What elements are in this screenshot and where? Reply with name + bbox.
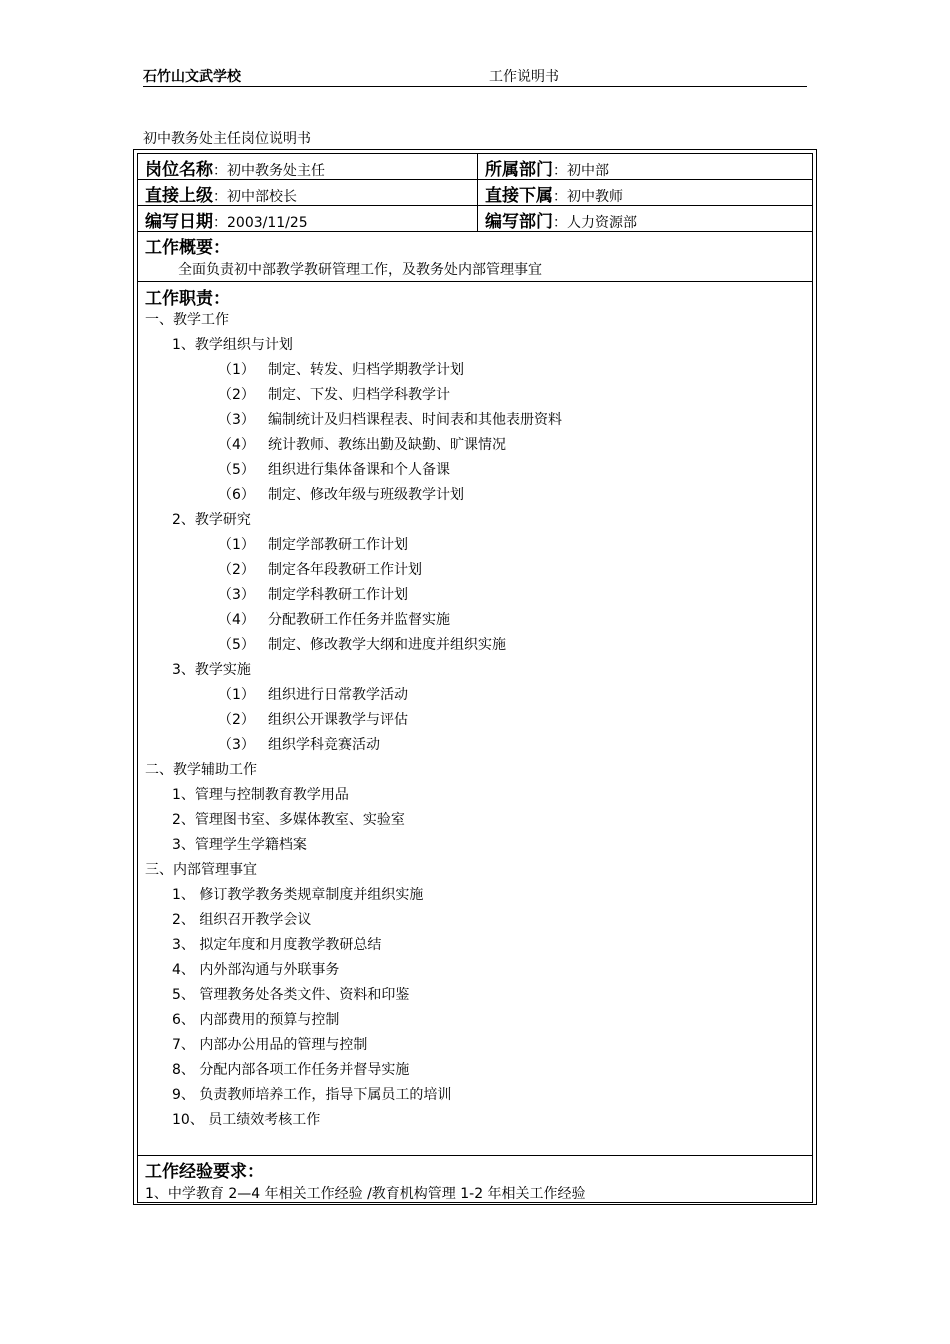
duty-text: 5、 管理教务处各类文件、资料和印鉴 (172, 987, 410, 1003)
duty-line (218, 459, 450, 479)
duty-line (172, 1034, 367, 1054)
duty-number: （6） (218, 487, 255, 503)
duty-text: 组织公开课教学与评估 (268, 712, 408, 728)
subordinate-value: 初中教师 (567, 189, 623, 205)
author-dept-value: 人力资源部 (567, 215, 637, 231)
row-divider (137, 281, 813, 282)
experience-text: 1、中学教育 2—4 年相关工作经验 /教育机构管理 1-2 年相关工作经验 (145, 1186, 586, 1202)
duty-line (218, 534, 408, 554)
document-type: 工作说明书 (489, 69, 559, 85)
row-divider (137, 1155, 813, 1156)
duty-number: （2） (218, 712, 255, 728)
department-value: 初中部 (567, 163, 609, 179)
duty-number: （2） (218, 387, 255, 403)
duty-line (172, 884, 423, 904)
duty-text: 制定学部教研工作计划 (268, 537, 408, 553)
duties-title: 工作职责： (145, 289, 230, 309)
duty-text: 组织学科竞赛活动 (268, 737, 380, 753)
experience-title: 工作经验要求： (145, 1162, 264, 1182)
duty-text: 2、教学研究 (172, 512, 251, 528)
duty-number: （1） (218, 362, 255, 378)
duty-text: 4、 内外部沟通与外联事务 (172, 962, 340, 978)
duty-text: 制定、下发、归档学科教学计 (268, 387, 450, 403)
duty-line (145, 859, 257, 879)
duty-number: （3） (218, 412, 255, 428)
duty-text: 一、教学工作 (145, 312, 229, 328)
duty-number: （4） (218, 437, 255, 453)
duty-text: 制定、修改年级与班级教学计划 (268, 487, 464, 503)
duty-text: 制定各年段教研工作计划 (268, 562, 422, 578)
duty-text: 分配教研工作任务并监督实施 (268, 612, 450, 628)
duty-text: 三、内部管理事宜 (145, 862, 257, 878)
summary-title: 工作概要： (145, 238, 230, 258)
duty-line (172, 1109, 320, 1129)
duty-line (218, 609, 450, 629)
duty-line (172, 984, 409, 1004)
department-label: 所属部门 (485, 160, 553, 180)
column-divider (477, 153, 478, 231)
subordinate-cell: 直接下属：初中教师 (485, 186, 623, 206)
duty-text: 2、 组织召开教学会议 (172, 912, 312, 928)
duty-line (218, 634, 506, 654)
author-dept-label: 编写部门 (485, 212, 553, 232)
duty-line (218, 484, 464, 504)
duty-line (172, 809, 405, 829)
duty-number: （5） (218, 637, 255, 653)
duty-line (172, 1009, 339, 1029)
duty-number: （1） (218, 687, 255, 703)
post-name-value: 初中教务处主任 (227, 163, 325, 179)
subordinate-label: 直接下属 (485, 186, 553, 206)
duty-text: 3、管理学生学籍档案 (172, 837, 307, 853)
duty-text: 二、教学辅助工作 (145, 762, 257, 778)
duty-text: 编制统计及归档课程表、时间表和其他表册资料 (268, 412, 562, 428)
duty-line (145, 309, 229, 329)
duty-text: 8、 分配内部各项工作任务并督导实施 (172, 1062, 410, 1078)
duty-line (145, 759, 257, 779)
duty-line (218, 584, 408, 604)
duty-line (218, 409, 562, 429)
school-name: 石竹山文武学校 (143, 69, 241, 85)
duty-line (172, 834, 307, 854)
duty-line (172, 909, 311, 929)
duty-text: 2、管理图书室、多媒体教室、实验室 (172, 812, 405, 828)
duty-line (218, 559, 422, 579)
duty-text: 制定学科教研工作计划 (268, 587, 408, 603)
page-header (143, 64, 807, 87)
superior-cell: 直接上级：初中部校长 (145, 186, 297, 206)
duty-line (172, 509, 251, 529)
duty-text: 3、教学实施 (172, 662, 251, 678)
duty-line (172, 959, 339, 979)
duty-text: 组织进行集体备课和个人备课 (268, 462, 450, 478)
duty-number: （2） (218, 562, 255, 578)
duty-text: 9、 负责教师培养工作，指导下属员工的培训 (172, 1087, 452, 1103)
duty-number: （3） (218, 587, 255, 603)
duty-text: 3、 拟定年度和月度教学教研总结 (172, 937, 382, 953)
duty-line (172, 934, 381, 954)
post-name-cell: 岗位名称：初中教务处主任 (145, 160, 325, 180)
duty-text: 统计教师、教练出勤及缺勤、旷课情况 (268, 437, 506, 453)
duty-line (172, 1059, 409, 1079)
duty-text: 6、 内部费用的预算与控制 (172, 1012, 340, 1028)
duty-line (218, 709, 408, 729)
author-dept-cell: 编写部门：人力资源部 (485, 212, 637, 232)
duty-line (218, 684, 408, 704)
duty-text: 10、 员工绩效考核工作 (172, 1112, 321, 1128)
duty-text: 1、管理与控制教育教学用品 (172, 787, 349, 803)
duty-line (218, 734, 380, 754)
duty-text: 制定、修改教学大纲和进度并组织实施 (268, 637, 506, 653)
duty-text: 组织进行日常教学活动 (268, 687, 408, 703)
duty-text: 7、 内部办公用品的管理与控制 (172, 1037, 368, 1053)
document-title: 初中教务处主任岗位说明书 (143, 131, 311, 147)
duty-line (172, 1084, 451, 1104)
duty-line (218, 434, 506, 454)
duty-line (218, 384, 450, 404)
duty-line (172, 334, 293, 354)
duty-number: （3） (218, 737, 255, 753)
duty-number: （5） (218, 462, 255, 478)
duty-text: 1、教学组织与计划 (172, 337, 293, 353)
department-cell: 所属部门：初中部 (485, 160, 609, 180)
summary-text: 全面负责初中部教学教研管理工作，及教务处内部管理事宜 (178, 262, 542, 278)
duty-line (172, 659, 251, 679)
superior-label: 直接上级 (145, 186, 213, 206)
duty-number: （1） (218, 537, 255, 553)
duty-text: 1、 修订教学教务类规章制度并组织实施 (172, 887, 424, 903)
post-name-label: 岗位名称 (145, 160, 213, 180)
duty-line (172, 784, 349, 804)
duty-line (218, 359, 464, 379)
date-label: 编写日期 (145, 212, 213, 232)
date-cell: 编写日期：2003/11/25 (145, 212, 308, 232)
duty-number: （4） (218, 612, 255, 628)
duty-text: 制定、转发、归档学期教学计划 (268, 362, 464, 378)
date-value: 2003/11/25 (227, 215, 308, 231)
superior-value: 初中部校长 (227, 189, 297, 205)
